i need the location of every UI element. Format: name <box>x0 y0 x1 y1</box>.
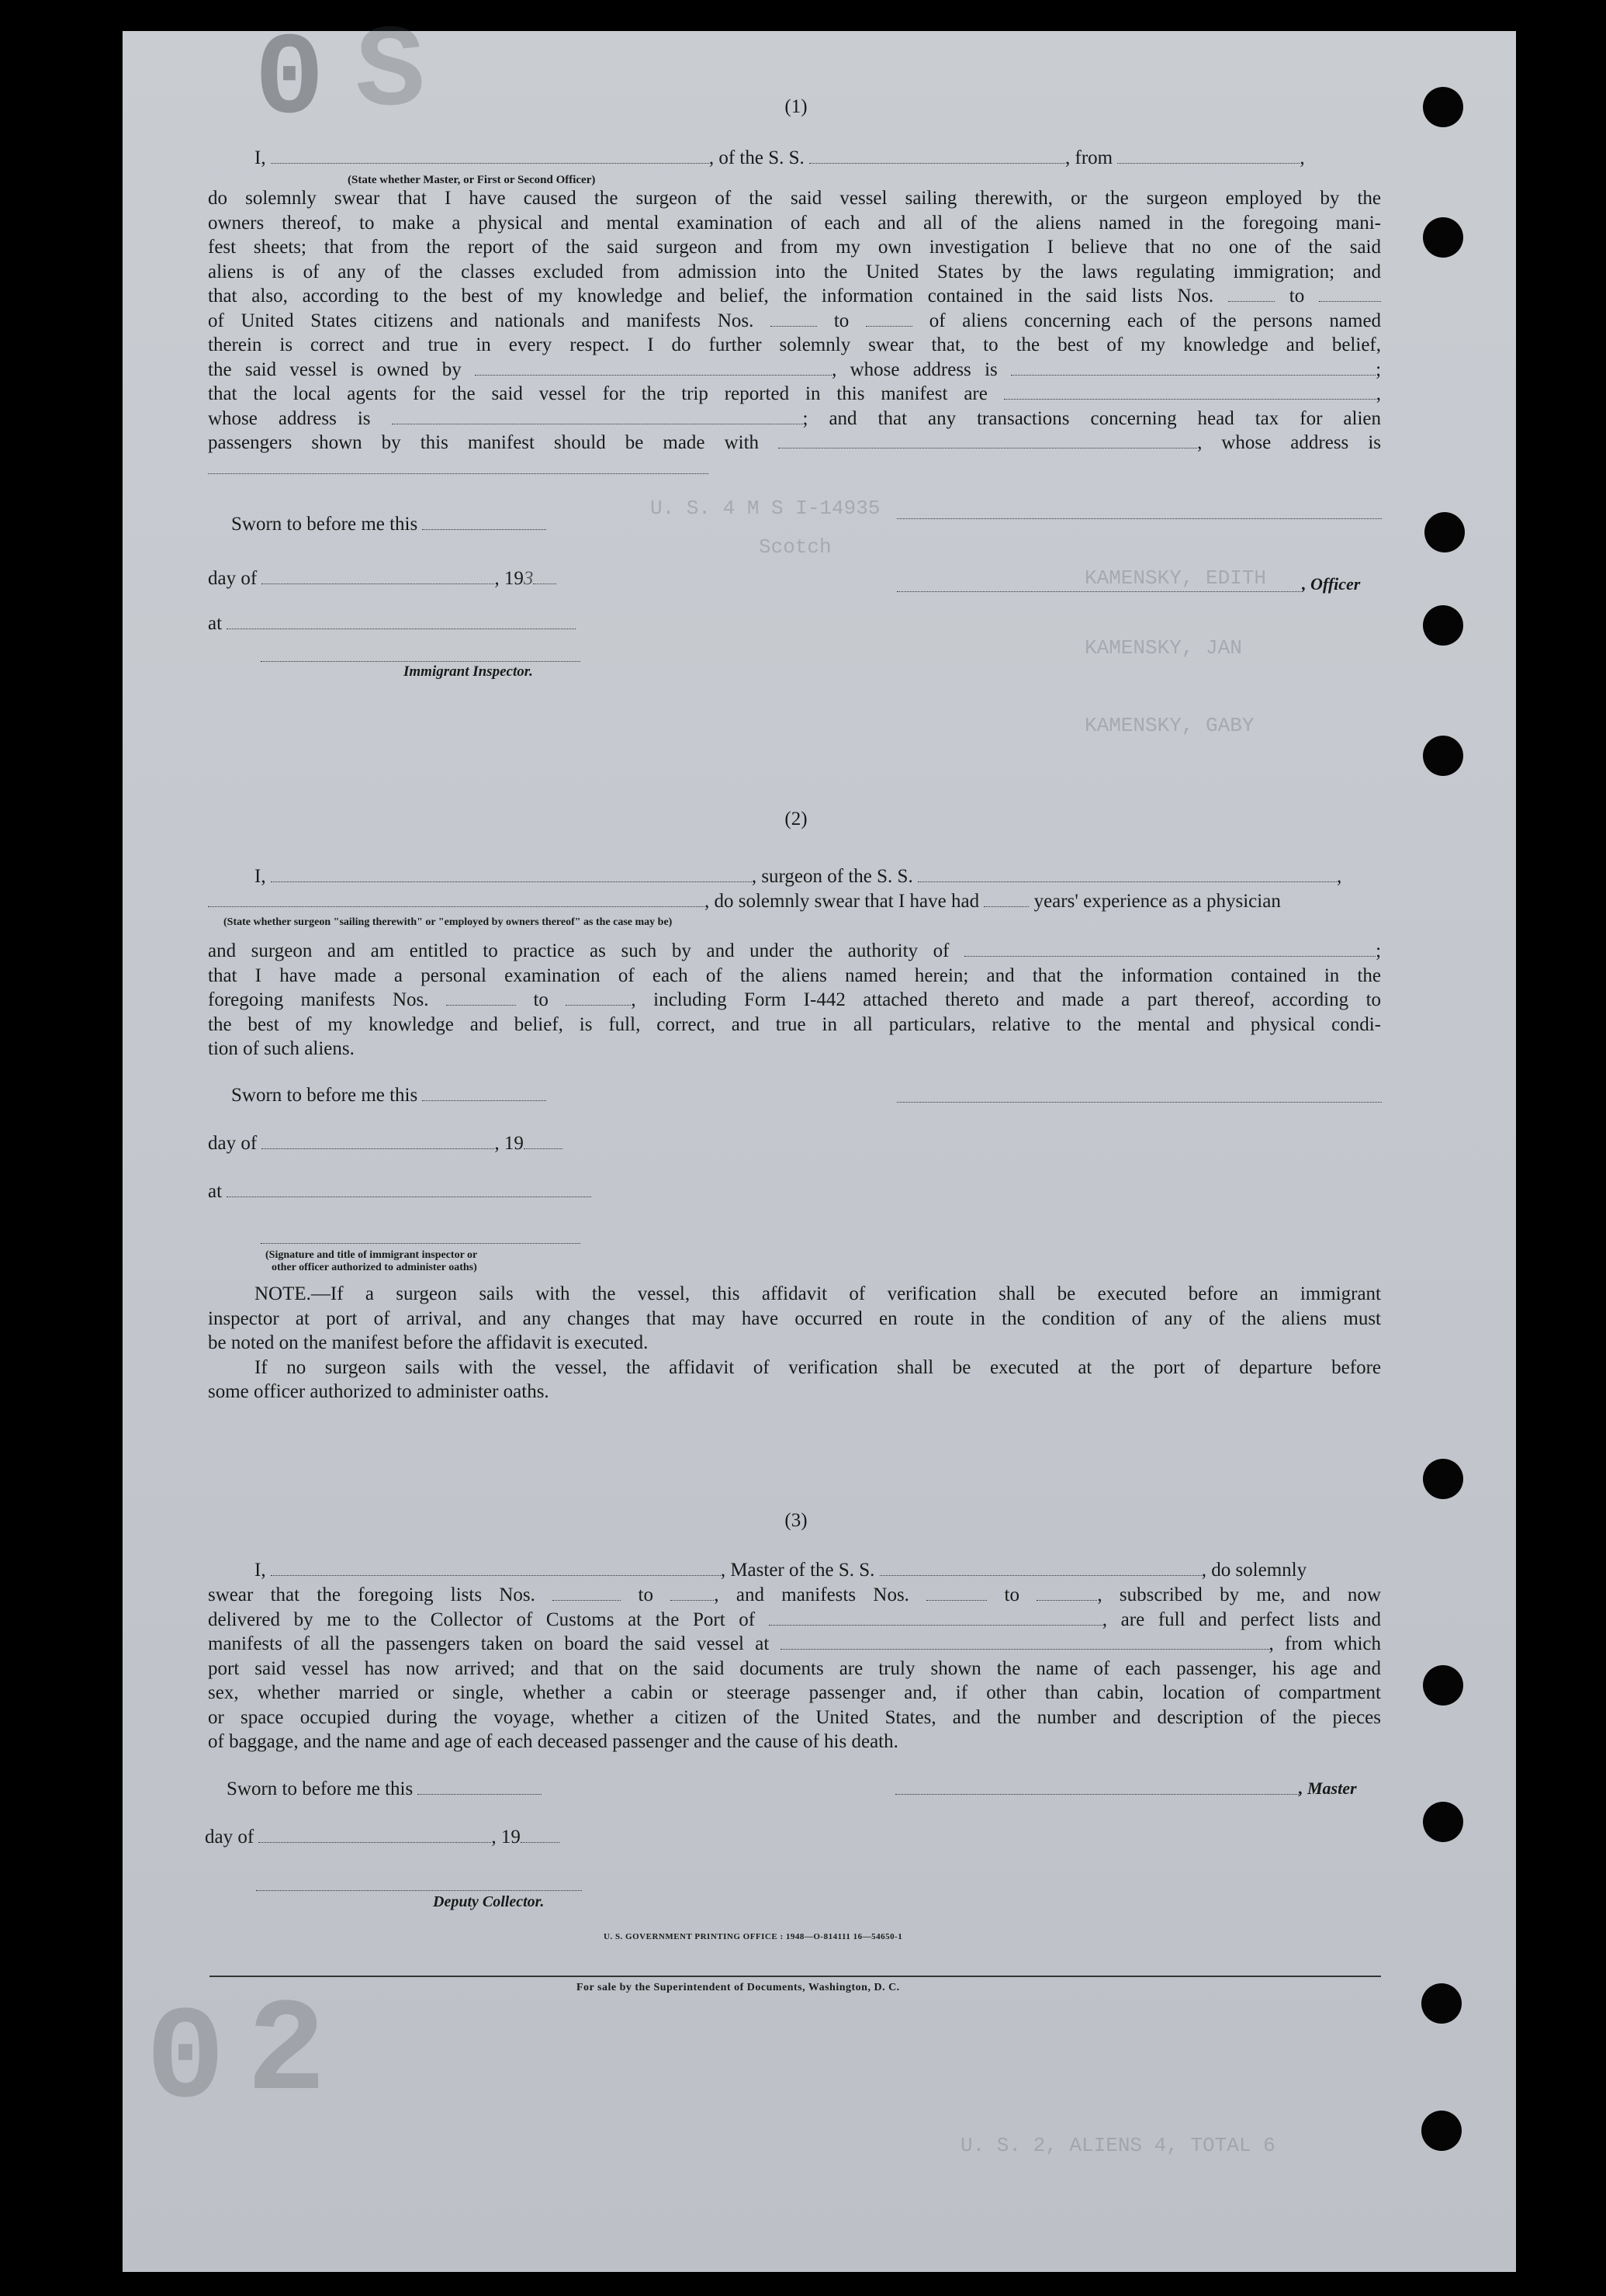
local-agents-field[interactable] <box>1004 383 1376 400</box>
officer-title-line[interactable] <box>897 591 1300 592</box>
binder-hole <box>1423 1665 1463 1706</box>
text-line: that I have made a personal examination of each of the aliens named herein; and that the information contained in the <box>208 964 1381 986</box>
text-line: some officer authorized to administer oaths. <box>208 1381 549 1402</box>
stamp-mark: 0 <box>254 16 325 147</box>
day-of-line: day of , 19 <box>205 1825 559 1850</box>
at-place-field[interactable] <box>227 613 576 629</box>
section1-paragraph <box>208 186 1381 455</box>
bleed-through-text: KAMENSKY, GABY <box>1085 714 1255 737</box>
sworn-date-field[interactable] <box>422 1085 546 1101</box>
year-field[interactable] <box>521 1827 559 1843</box>
years-field[interactable] <box>984 891 1029 907</box>
text-line: and surgeon and am entitled to practice as such by and under the authority of ; <box>208 940 1382 961</box>
surgeon-signature-line[interactable] <box>897 1102 1382 1103</box>
text-line: port said vessel has now arrived; and that on the said documents are truly shown the name of each passenger, his age and <box>208 1657 1381 1679</box>
manifest-to-field[interactable] <box>566 989 631 1006</box>
binder-hole <box>1423 217 1463 258</box>
of-ss-label: , of the S. S. <box>708 147 805 168</box>
i-label: I, <box>254 147 266 168</box>
master-label: , Master <box>1299 1778 1357 1798</box>
footer-rule <box>209 1976 1381 1977</box>
master-vessel-field[interactable] <box>880 1560 1202 1576</box>
section2-paragraph <box>208 939 1381 1061</box>
text-line: passengers shown by this manifest should be made with , whose address is <box>208 432 1381 453</box>
section-number: (3) <box>784 1510 808 1531</box>
bleed-through-text: U. S. 4 M S I-14935 <box>650 497 881 520</box>
agents-address-field[interactable] <box>392 408 803 424</box>
master-name-field[interactable] <box>271 1560 721 1576</box>
surgeon-vessel-field[interactable] <box>918 866 1337 882</box>
bleed-through-text: KAMENSKY, EDITH <box>1085 566 1267 590</box>
text-line: do solemnly swear that I have caused the surgeon of the said vessel sailing therewith, or the surgeon employed by the <box>208 188 1381 209</box>
port-field[interactable] <box>769 1609 1102 1626</box>
day-of-line: day of , 19 <box>208 1131 562 1156</box>
manifest-no-from-field[interactable] <box>770 310 817 327</box>
surgeon-line: I, , surgeon of the S. S. , <box>254 866 1342 887</box>
bleed-through-text: Scotch <box>759 535 832 559</box>
sworn-date-field[interactable] <box>422 514 546 530</box>
surgeon-status-field[interactable] <box>208 891 704 907</box>
at-line: at <box>208 1179 591 1204</box>
from-label: , from <box>1065 147 1113 168</box>
officer-signature-line[interactable] <box>897 518 1382 519</box>
officer-name-field[interactable] <box>271 147 709 164</box>
text-line: whose address is ; and that any transactions concerning head tax for alien <box>208 407 1381 429</box>
deputy-collector-label: Deputy Collector. <box>433 1893 545 1910</box>
officer-caption: (State whether Master, or First or Second Officer) <box>348 174 596 186</box>
binder-hole <box>1421 2111 1462 2151</box>
text-line: sex, whether married or single, whether a cabin or steerage passenger and, if other than cabin, location of compartment <box>208 1682 1381 1703</box>
at-line: at <box>208 611 576 636</box>
head-tax-address-field[interactable] <box>208 473 708 474</box>
text-line: manifests of all the passengers taken on board the said vessel at , from which <box>208 1633 1381 1654</box>
text-line: fest sheets; that from the report of the said surgeon and from my own investigation I believe that no one of the said <box>208 237 1381 258</box>
binder-hole <box>1423 1802 1463 1842</box>
stamp-mark: 0 <box>146 1986 226 2136</box>
day-of-month-field[interactable] <box>261 568 494 584</box>
sworn-line: Sworn to before me this <box>227 1777 542 1802</box>
list-no-from-field[interactable] <box>1228 286 1275 302</box>
master-signature-line[interactable] <box>895 1794 1299 1795</box>
year-field[interactable] <box>533 568 556 584</box>
handwritten-year: 3 <box>523 568 534 589</box>
stamp-mark: S <box>355 8 426 140</box>
text-line: If no surgeon sails with the vessel, the affidavit of verification shall be executed at the port of departure before <box>254 1356 1381 1378</box>
sig-caption: other officer authorized to administer oaths) <box>272 1262 477 1273</box>
surgeon-caption: (State whether surgeon "sailing therewith" or "employed by owners thereof" as the case may be) <box>223 916 673 928</box>
owner-address-field[interactable] <box>1011 359 1376 376</box>
boarding-port-field[interactable] <box>781 1633 1269 1650</box>
text-line: tion of such aliens. <box>208 1038 355 1059</box>
year-field[interactable] <box>524 1133 562 1149</box>
text-line: foregoing manifests Nos. to , including Form I-442 attached thereto and made a part thereof, according to <box>208 989 1382 1010</box>
text-line: swear that the foregoing lists Nos. to , and manifests Nos. to , subscribed by me, and now <box>208 1584 1381 1605</box>
bleed-through-text: KAMENSKY, JAN <box>1085 636 1242 660</box>
officer-label: , Officer <box>1302 574 1361 594</box>
master-line: I, , Master of the S. S. , do solemnly <box>254 1560 1307 1581</box>
text-line: owners thereof, to make a physical and mental examination of each and all of the aliens named in the foregoing mani- <box>208 212 1381 234</box>
gpo-imprint: U. S. GOVERNMENT PRINTING OFFICE : 1948—O-814111 16—54650-1 <box>604 1932 903 1941</box>
for-sale-notice: For sale by the Superintendent of Documents, Washington, D. C. <box>576 1982 900 1993</box>
text-line: or space occupied during the voyage, whether a citizen of the United States, and the number and description of the pieces <box>208 1706 1381 1728</box>
binder-hole <box>1421 1983 1462 2024</box>
text-line: be noted on the manifest before the affidavit is executed. <box>208 1332 649 1353</box>
inspector-signature-line[interactable] <box>261 661 580 662</box>
immigrant-inspector-label: Immigrant Inspector. <box>403 663 533 680</box>
head-tax-party-field[interactable] <box>778 432 1197 448</box>
inspector-signature-line[interactable] <box>261 1243 580 1244</box>
manifest-to-field[interactable] <box>1037 1584 1097 1601</box>
text-line: that the local agents for the said vessel for the trip reported in this manifest are , <box>208 383 1382 404</box>
manifest-from-field[interactable] <box>446 989 516 1006</box>
text-line: that also, according to the best of my knowledge and belief, the information contained in the said lists Nos. to <box>208 284 1381 309</box>
owner-field[interactable] <box>475 359 832 376</box>
authority-field[interactable] <box>964 940 1376 957</box>
text-line: NOTE.—If a surgeon sails with the vessel, this affidavit of verification shall be executed before an immigrant <box>254 1283 1381 1304</box>
list-to-field[interactable] <box>670 1584 714 1601</box>
text-line: of United States citizens and nationals and manifests Nos. to of aliens concerning each of the persons named <box>208 310 1382 331</box>
day-of-line: day of , 193 <box>208 566 556 591</box>
day-of-month-field[interactable] <box>258 1827 491 1843</box>
list-no-to-field[interactable] <box>1319 286 1381 302</box>
manifest-from-field[interactable] <box>926 1584 987 1601</box>
sworn-date-field[interactable] <box>417 1778 542 1795</box>
experience-line: , do solemnly swear that I have had years' experience as a physician <box>208 889 1281 914</box>
binder-hole <box>1423 605 1463 646</box>
note-paragraph <box>208 1282 1381 1404</box>
surgeon-name-field[interactable] <box>271 866 752 882</box>
officer-line: I, , of the S. S. , from , <box>254 147 1305 168</box>
vessel-name-field[interactable] <box>809 147 1065 164</box>
list-from-field[interactable] <box>552 1584 621 1601</box>
document-page <box>123 8 1516 2272</box>
at-place-field[interactable] <box>227 1181 591 1197</box>
day-of-month-field[interactable] <box>261 1133 494 1149</box>
from-port-field[interactable] <box>1117 147 1300 164</box>
section-number: (2) <box>784 809 808 829</box>
section3-paragraph <box>208 1583 1381 1754</box>
binder-hole <box>1423 1459 1463 1499</box>
text-line: inspector at port of arrival, and any changes that may have occurred en route in the condition of any of the aliens must <box>208 1307 1381 1329</box>
binder-hole <box>1424 512 1465 552</box>
binder-hole <box>1423 736 1463 776</box>
text-line: delivered by me to the Collector of Customs at the Port of , are full and perfect lists and <box>208 1609 1382 1630</box>
text-line: therein is correct and true in every respect. I do further solemnly swear that, to the best of my knowledge and belief, <box>208 334 1381 355</box>
stamp-mark: 2 <box>247 1979 327 2128</box>
text-line: of baggage, and the name and age of each deceased passenger and the cause of his death. <box>208 1731 898 1752</box>
sworn-line: Sworn to before me this <box>231 512 546 537</box>
section-number: (1) <box>784 96 808 117</box>
sig-caption: (Signature and title of immigrant inspector or <box>265 1249 478 1261</box>
bleed-through-text: U. S. 2, ALIENS 4, TOTAL 6 <box>960 2134 1275 2157</box>
sworn-line: Sworn to before me this <box>231 1083 546 1108</box>
text-line: the said vessel is owned by , whose address is ; <box>208 358 1382 380</box>
text-line: the best of my knowledge and belief, is full, correct, and true in all particulars, relative to the mental and physical condi- <box>208 1013 1381 1035</box>
manifest-no-to-field[interactable] <box>866 310 912 327</box>
text-line: aliens is of any of the classes excluded from admission into the United States by the laws regulating immigration; and <box>208 261 1381 282</box>
deputy-collector-signature-line[interactable] <box>256 1890 582 1891</box>
